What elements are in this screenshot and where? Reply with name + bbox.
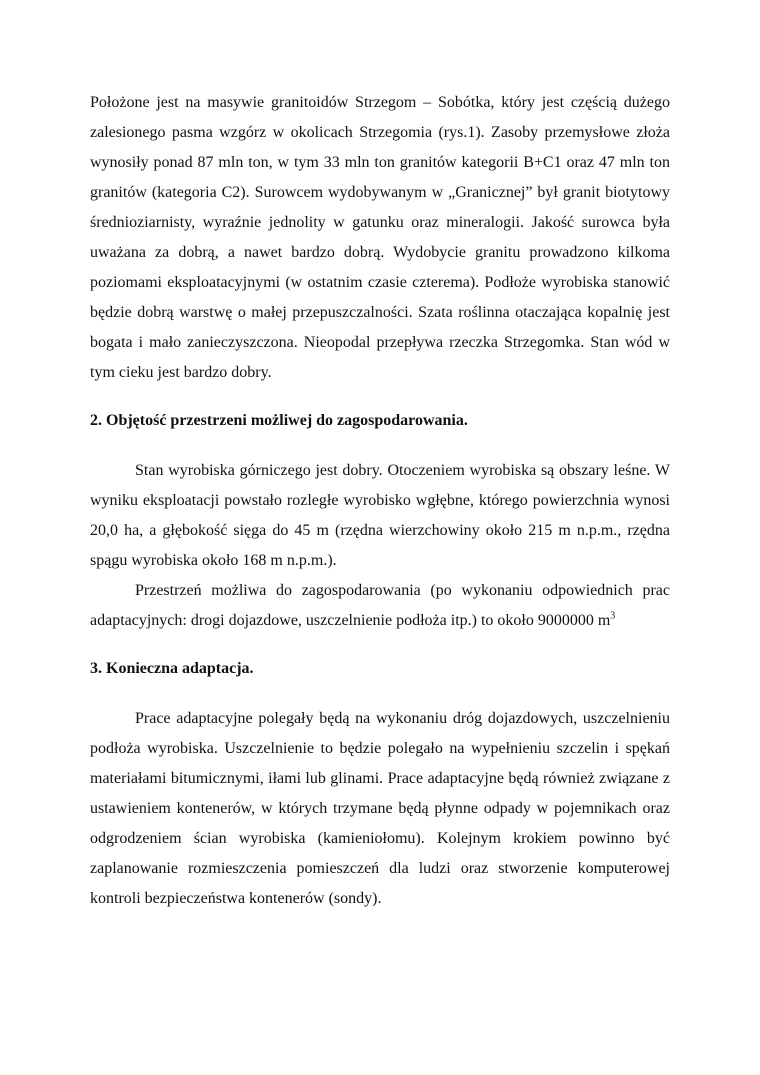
section-2-paragraph-2-text: Przestrzeń możliwa do zagospodarowania (po wykonaniu odpowiednich prac adaptacyjnych: drogi dojazdowe, uszczelnienie podłoża itp.) to około 9000000 m: [90, 582, 670, 629]
section-2-heading: 2. Objętość przestrzeni możliwej do zagospodarowania.: [90, 412, 468, 429]
section-2-paragraph-1: Stan wyrobiska górniczego jest dobry. Otoczeniem wyrobiska są obszary leśne. W wyniku eksploatacji powstało rozległe wyrobisko wgłębne, którego powierzchnia wynosi 20,0 ha, a głębokość sięga do 45 m (rzędna wierzchowiny około 215 m n.p.m., rzędna spągu wyrobiska około 168 m n.p.m.).: [90, 462, 670, 569]
section-2-paragraph-2: [90, 576, 670, 636]
section-3-heading: 3. Konieczna adaptacja.: [90, 660, 254, 677]
document-page: [90, 88, 670, 914]
section-3-paragraph-1: Prace adaptacyjne polegały będą na wykonaniu dróg dojazdowych, uszczelnieniu podłoża wyrobiska. Uszczelnienie to będzie polegało na wypełnieniu szczelin i spękań materiałami bitumicznymi, iłami lub glinami. Prace adaptacyjne będą również związane z ustawieniem kontenerów, w których trzymane będą płynne odpady w pojemnikach oraz odgrodzeniem ścian wyrobiska (kamieniołomu). Kolejnym krokiem powinno być zaplanowanie rozmieszczenia pomieszczeń dla ludzi oraz stworzenie komputerowej kontroli bezpieczeństwa kontenerów (sondy).: [90, 710, 670, 907]
cubic-superscript: 3: [610, 610, 616, 622]
intro-paragraph: Położone jest na masywie granitoidów Strzegom – Sobótka, który jest częścią dużego zalesionego pasma wzgórz w okolicach Strzegomia (rys.1). Zasoby przemysłowe złoża wynosiły ponad 87 mln ton, w tym 33 mln ton granitów kategorii B+C1 oraz 47 mln ton granitów (kategoria C2). Surowcem wydobywanym w „Granicznej” był granit biotytowy średnioziarnisty, wyraźnie jednolity w gatunku oraz mineralogii. Jakość surowca była uważana za dobrą, a nawet bardzo dobrą. Wydobycie granitu prowadzono kilkoma poziomami eksploatacyjnymi (w ostatnim czasie czterema). Podłoże wyrobiska stanowić będzie dobrą warstwę o małej przepuszczalności. Szata roślinna otaczająca kopalnię jest bogata i mało zanieczyszczona. Nieopodal przepływa rzeczka Strzegomka. Stan wód w tym cieku jest bardzo dobry.: [90, 94, 670, 381]
